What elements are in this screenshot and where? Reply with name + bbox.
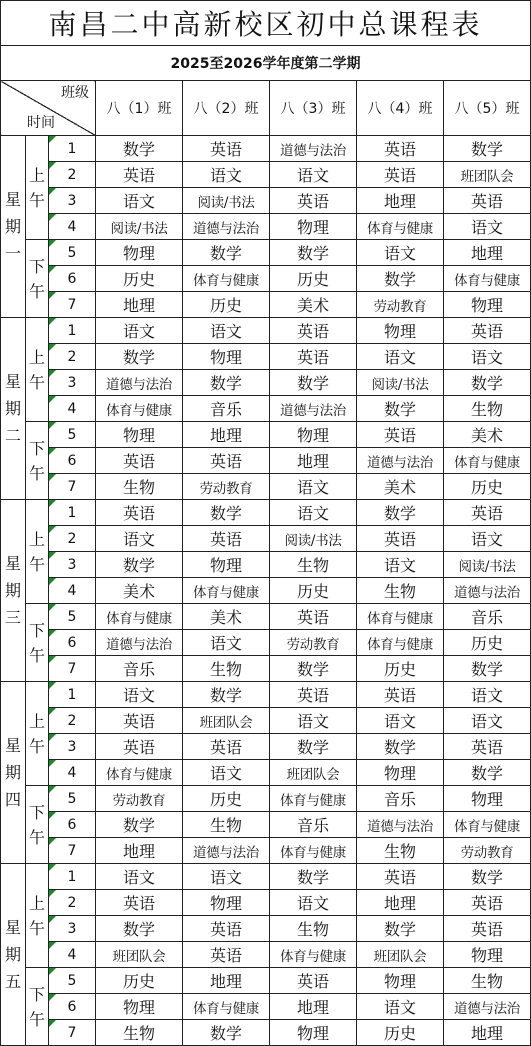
period-number: 2: [49, 526, 96, 552]
corner-header: [1, 81, 96, 136]
subject-cell: 生物: [444, 968, 531, 994]
table-row: [1, 266, 531, 292]
period-number: 1: [49, 318, 96, 344]
subject-cell: 历史: [96, 968, 183, 994]
subject-cell: 语文: [357, 240, 444, 266]
period-number: 7: [49, 474, 96, 500]
subject-cell: 道德与法治: [357, 812, 444, 838]
subject-cell: 语文: [183, 318, 270, 344]
subject-cell: 英语: [444, 890, 531, 916]
subject-cell: 地理: [357, 188, 444, 214]
subject-cell: 英语: [357, 422, 444, 448]
period-number: 5: [49, 786, 96, 812]
table-row: [1, 656, 531, 682]
period-number: 4: [49, 760, 96, 786]
table-row: [1, 994, 531, 1020]
period-number: 6: [49, 630, 96, 656]
day-label: 星期一: [1, 136, 26, 318]
table-row: [1, 1020, 531, 1046]
subject-cell: 英语: [444, 734, 531, 760]
period-number: 3: [49, 916, 96, 942]
morning-label: 上午: [26, 136, 49, 240]
table-row: [1, 708, 531, 734]
period-number: 6: [49, 994, 96, 1020]
morning-label: 上午: [26, 864, 49, 968]
period-number: 6: [49, 812, 96, 838]
subject-cell: 班团队会: [270, 760, 357, 786]
table-row: [1, 864, 531, 890]
subject-cell: 语文: [444, 344, 531, 370]
subject-cell: 英语: [357, 526, 444, 552]
subject-cell: 英语: [96, 162, 183, 188]
subject-cell: 阅读/书法: [444, 552, 531, 578]
subject-cell: 道德与法治: [444, 994, 531, 1020]
period-number: 2: [49, 344, 96, 370]
subject-cell: 英语: [183, 526, 270, 552]
subject-cell: 数学: [444, 370, 531, 396]
subject-cell: 数学: [183, 1020, 270, 1046]
period-number: 7: [49, 656, 96, 682]
subject-cell: 英语: [444, 188, 531, 214]
subject-cell: 生物: [183, 812, 270, 838]
subject-cell: 英语: [444, 318, 531, 344]
table-row: [1, 396, 531, 422]
subject-cell: 体育与健康: [270, 786, 357, 812]
subject-cell: 道德与法治: [444, 578, 531, 604]
morning-label: 上午: [26, 682, 49, 786]
subject-cell: 物理: [183, 890, 270, 916]
subject-cell: 数学: [96, 916, 183, 942]
subject-cell: 劳动教育: [444, 838, 531, 864]
subject-cell: 数学: [444, 136, 531, 162]
subject-cell: 阅读/书法: [96, 214, 183, 240]
class-header: 八（5）班: [444, 81, 531, 136]
subject-cell: 语文: [357, 344, 444, 370]
day-label: 星期四: [1, 682, 26, 864]
subject-cell: 英语: [444, 916, 531, 942]
subject-cell: 道德与法治: [270, 136, 357, 162]
period-number: 2: [49, 890, 96, 916]
subject-cell: 历史: [96, 266, 183, 292]
subject-cell: 体育与健康: [183, 994, 270, 1020]
schedule-body: [1, 136, 531, 1046]
subject-cell: 生物: [444, 396, 531, 422]
subject-cell: 物理: [96, 240, 183, 266]
subject-cell: 物理: [183, 552, 270, 578]
subject-cell: 地理: [183, 968, 270, 994]
subject-cell: 数学: [444, 656, 531, 682]
subject-cell: 语文: [357, 994, 444, 1020]
subject-cell: 数学: [357, 500, 444, 526]
subject-cell: 数学: [96, 812, 183, 838]
subject-cell: 体育与健康: [357, 604, 444, 630]
subject-cell: 班团队会: [357, 942, 444, 968]
subject-cell: 班团队会: [183, 708, 270, 734]
table-row: [1, 292, 531, 318]
subject-cell: 地理: [270, 994, 357, 1020]
table-row: [1, 214, 531, 240]
table-row: [1, 968, 531, 994]
subject-cell: 语文: [357, 552, 444, 578]
subject-cell: 音乐: [270, 812, 357, 838]
period-number: 2: [49, 162, 96, 188]
period-number: 5: [49, 422, 96, 448]
period-number: 1: [49, 682, 96, 708]
table-row: [1, 448, 531, 474]
subject-cell: 体育与健康: [357, 214, 444, 240]
subject-cell: 劳动教育: [96, 786, 183, 812]
table-row: [1, 760, 531, 786]
table-row: [1, 136, 531, 162]
subject-cell: 语文: [444, 526, 531, 552]
subject-cell: 英语: [183, 734, 270, 760]
subject-cell: 物理: [270, 214, 357, 240]
subject-cell: 数学: [444, 864, 531, 890]
table-row: [1, 578, 531, 604]
period-number: 3: [49, 188, 96, 214]
table-row: [1, 838, 531, 864]
period-number: 7: [49, 1020, 96, 1046]
subject-cell: 语文: [270, 708, 357, 734]
subject-cell: 语文: [96, 526, 183, 552]
subject-cell: 物理: [357, 968, 444, 994]
subject-cell: 数学: [270, 370, 357, 396]
subject-cell: 生物: [270, 916, 357, 942]
subject-cell: 数学: [270, 864, 357, 890]
subject-cell: 语文: [444, 708, 531, 734]
subject-cell: 体育与健康: [357, 630, 444, 656]
period-number: 3: [49, 370, 96, 396]
subject-cell: 劳动教育: [357, 292, 444, 318]
table-row: [1, 240, 531, 266]
subject-cell: 数学: [270, 656, 357, 682]
subject-cell: 音乐: [357, 786, 444, 812]
header-row: [1, 81, 531, 136]
subject-cell: 英语: [270, 604, 357, 630]
period-number: 2: [49, 708, 96, 734]
subject-cell: 地理: [96, 292, 183, 318]
subject-cell: 生物: [96, 474, 183, 500]
period-number: 3: [49, 552, 96, 578]
table-row: [1, 786, 531, 812]
subject-cell: 历史: [270, 266, 357, 292]
subject-cell: 数学: [96, 552, 183, 578]
table-row: [1, 188, 531, 214]
subject-cell: 英语: [270, 188, 357, 214]
subject-cell: 数学: [183, 240, 270, 266]
subject-cell: 音乐: [444, 604, 531, 630]
subject-cell: 历史: [444, 630, 531, 656]
table-row: [1, 604, 531, 630]
class-header: 八（3）班: [270, 81, 357, 136]
subject-cell: 语文: [357, 708, 444, 734]
period-number: 1: [49, 136, 96, 162]
subject-cell: 体育与健康: [96, 604, 183, 630]
subject-cell: 物理: [357, 760, 444, 786]
class-header: 八（4）班: [357, 81, 444, 136]
subject-cell: 数学: [183, 370, 270, 396]
subject-cell: 音乐: [96, 656, 183, 682]
subject-cell: 语文: [270, 890, 357, 916]
subject-cell: 美术: [96, 578, 183, 604]
subject-cell: 数学: [96, 344, 183, 370]
subject-cell: 物理: [357, 318, 444, 344]
subject-cell: 数学: [183, 500, 270, 526]
afternoon-label: 下午: [26, 786, 49, 864]
subject-cell: 语文: [270, 474, 357, 500]
subject-cell: 体育与健康: [444, 266, 531, 292]
day-label: 星期二: [1, 318, 26, 500]
period-number: 5: [49, 968, 96, 994]
subject-cell: 道德与法治: [183, 838, 270, 864]
subject-cell: 道德与法治: [96, 630, 183, 656]
table-row: [1, 370, 531, 396]
subject-cell: 历史: [183, 292, 270, 318]
subject-cell: 劳动教育: [270, 630, 357, 656]
table-row: [1, 916, 531, 942]
subject-cell: 体育与健康: [270, 838, 357, 864]
subject-cell: 英语: [96, 890, 183, 916]
subject-cell: 语文: [96, 318, 183, 344]
period-number: 4: [49, 578, 96, 604]
table-row: [1, 526, 531, 552]
subject-cell: 语文: [183, 864, 270, 890]
table-row: [1, 318, 531, 344]
subject-cell: 体育与健康: [96, 760, 183, 786]
table-row: [1, 552, 531, 578]
subject-cell: 数学: [183, 682, 270, 708]
table-row: [1, 812, 531, 838]
subject-cell: 英语: [270, 344, 357, 370]
subject-cell: 数学: [357, 734, 444, 760]
subject-cell: 语文: [444, 682, 531, 708]
subject-cell: 美术: [444, 422, 531, 448]
table-row: [1, 344, 531, 370]
subject-cell: 物理: [96, 422, 183, 448]
period-number: 5: [49, 604, 96, 630]
subject-cell: 体育与健康: [96, 396, 183, 422]
day-label: 星期五: [1, 864, 26, 1046]
class-axis-label: 班级: [61, 85, 89, 101]
subject-cell: 英语: [270, 968, 357, 994]
subject-cell: 地理: [183, 422, 270, 448]
subject-cell: 生物: [357, 578, 444, 604]
subject-cell: 英语: [270, 682, 357, 708]
table-row: [1, 942, 531, 968]
subject-cell: 英语: [270, 318, 357, 344]
subject-cell: 数学: [270, 734, 357, 760]
period-number: 1: [49, 864, 96, 890]
subject-cell: 英语: [96, 708, 183, 734]
subject-cell: 语文: [270, 162, 357, 188]
time-axis-label: 时间: [27, 115, 55, 131]
class-header: 八（2）班: [183, 81, 270, 136]
subject-cell: 语文: [270, 500, 357, 526]
period-number: 5: [49, 240, 96, 266]
afternoon-label: 下午: [26, 240, 49, 318]
period-number: 4: [49, 214, 96, 240]
subject-cell: 阅读/书法: [270, 526, 357, 552]
subject-cell: 道德与法治: [270, 396, 357, 422]
subject-cell: 英语: [357, 864, 444, 890]
subject-cell: 历史: [444, 474, 531, 500]
subject-cell: 班团队会: [96, 942, 183, 968]
subject-cell: 英语: [96, 734, 183, 760]
subject-cell: 地理: [357, 890, 444, 916]
afternoon-label: 下午: [26, 968, 49, 1046]
period-number: 1: [49, 500, 96, 526]
table-row: [1, 630, 531, 656]
subject-cell: 地理: [444, 240, 531, 266]
subject-cell: 物理: [444, 292, 531, 318]
period-number: 4: [49, 942, 96, 968]
subject-cell: 英语: [444, 500, 531, 526]
subject-cell: 语文: [96, 188, 183, 214]
subject-cell: 劳动教育: [183, 474, 270, 500]
subject-cell: 地理: [444, 1020, 531, 1046]
morning-label: 上午: [26, 318, 49, 422]
subject-cell: 数学: [357, 266, 444, 292]
period-number: 7: [49, 292, 96, 318]
subject-cell: 历史: [357, 1020, 444, 1046]
subject-cell: 生物: [357, 838, 444, 864]
subject-cell: 物理: [444, 942, 531, 968]
subject-cell: 道德与法治: [357, 448, 444, 474]
subject-cell: 语文: [96, 864, 183, 890]
subject-cell: 英语: [96, 500, 183, 526]
subject-cell: 地理: [96, 838, 183, 864]
subject-cell: 美术: [357, 474, 444, 500]
subject-cell: 物理: [444, 786, 531, 812]
subject-cell: 数学: [357, 916, 444, 942]
subject-cell: 阅读/书法: [183, 188, 270, 214]
subject-cell: 道德与法治: [96, 370, 183, 396]
afternoon-label: 下午: [26, 422, 49, 500]
subject-cell: 英语: [357, 136, 444, 162]
table-row: [1, 162, 531, 188]
subject-cell: 历史: [357, 656, 444, 682]
period-number: 7: [49, 838, 96, 864]
subject-cell: 数学: [96, 136, 183, 162]
table-row: [1, 422, 531, 448]
subject-cell: 体育与健康: [444, 448, 531, 474]
page-title: 南昌二中高新校区初中总课程表: [1, 1, 531, 46]
subject-cell: 物理: [183, 344, 270, 370]
subject-cell: 数学: [270, 240, 357, 266]
subject-cell: 英语: [183, 136, 270, 162]
subject-cell: 物理: [96, 994, 183, 1020]
subject-cell: 英语: [357, 682, 444, 708]
subject-cell: 数学: [357, 396, 444, 422]
subject-cell: 历史: [270, 578, 357, 604]
afternoon-label: 下午: [26, 604, 49, 682]
subject-cell: 物理: [270, 1020, 357, 1046]
subject-cell: 生物: [183, 656, 270, 682]
morning-label: 上午: [26, 500, 49, 604]
subject-cell: 历史: [183, 786, 270, 812]
table-row: [1, 890, 531, 916]
period-number: 4: [49, 396, 96, 422]
subject-cell: 音乐: [183, 396, 270, 422]
subject-cell: 英语: [183, 942, 270, 968]
subject-cell: 阅读/书法: [357, 370, 444, 396]
subject-cell: 生物: [270, 552, 357, 578]
subject-cell: 生物: [96, 1020, 183, 1046]
subject-cell: 英语: [96, 448, 183, 474]
subject-cell: 语文: [444, 214, 531, 240]
subject-cell: 数学: [444, 760, 531, 786]
subject-cell: 体育与健康: [183, 266, 270, 292]
subject-cell: 道德与法治: [183, 214, 270, 240]
subject-cell: 语文: [183, 630, 270, 656]
class-header: 八（1）班: [96, 81, 183, 136]
table-row: [1, 682, 531, 708]
table-row: [1, 734, 531, 760]
day-label: 星期三: [1, 500, 26, 682]
period-number: 6: [49, 266, 96, 292]
period-number: 3: [49, 734, 96, 760]
subject-cell: 语文: [183, 162, 270, 188]
table-row: [1, 500, 531, 526]
subject-cell: 英语: [183, 448, 270, 474]
subject-cell: 语文: [96, 682, 183, 708]
subject-cell: 地理: [270, 448, 357, 474]
subject-cell: 班团队会: [444, 162, 531, 188]
subject-cell: 语文: [183, 760, 270, 786]
semester-subtitle: 2025至2026学年度第二学期: [1, 46, 531, 81]
subject-cell: 体育与健康: [270, 942, 357, 968]
table-row: [1, 474, 531, 500]
subject-cell: 物理: [270, 422, 357, 448]
subject-cell: 英语: [357, 162, 444, 188]
period-number: 6: [49, 448, 96, 474]
subject-cell: 体育与健康: [183, 578, 270, 604]
subject-cell: 体育与健康: [444, 812, 531, 838]
subject-cell: 美术: [183, 604, 270, 630]
subject-cell: 英语: [183, 916, 270, 942]
subject-cell: 美术: [270, 292, 357, 318]
